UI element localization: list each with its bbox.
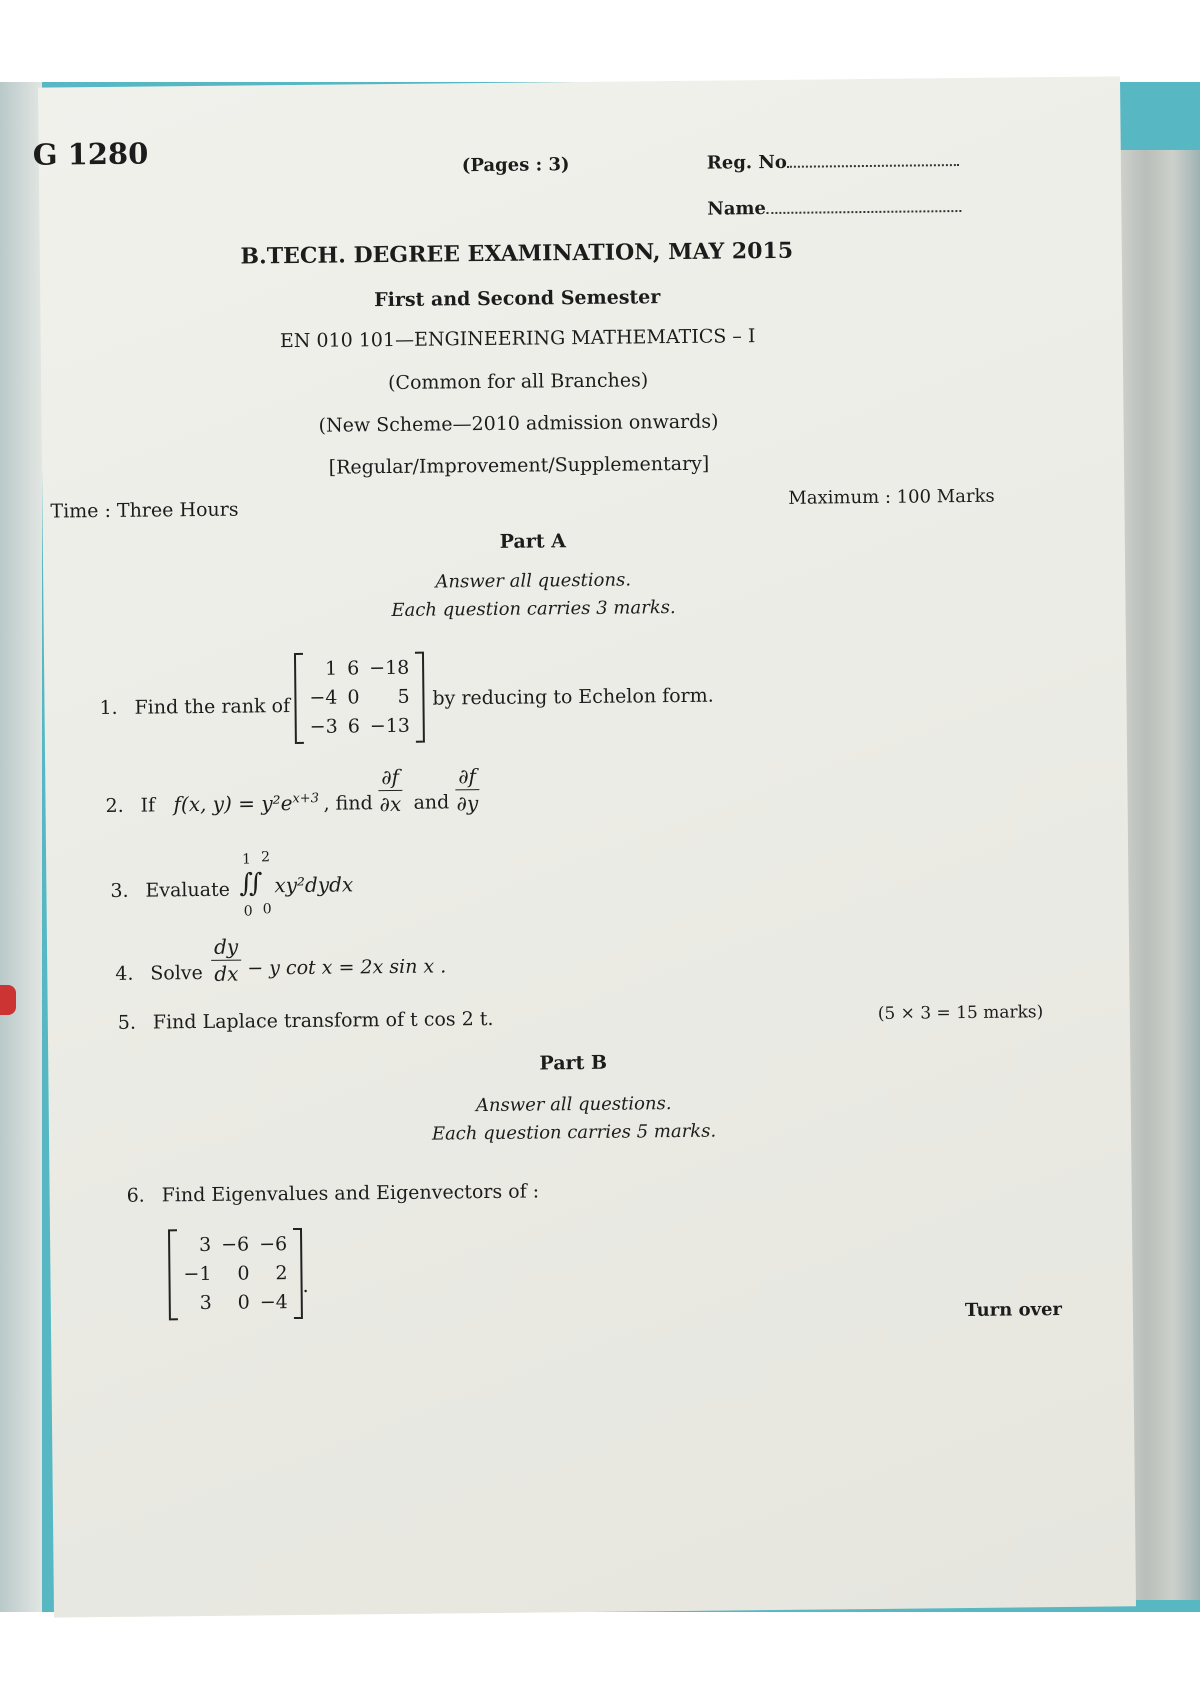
q6-text: Find Eigenvalues and Eigenvectors of : — [161, 1180, 540, 1207]
name-label: Name — [707, 198, 767, 220]
course-title: EN 010 101—ENGINEERING MATHEMATICS – I — [279, 325, 756, 353]
q4-equation: − y cot x = 2x sin x . — [247, 955, 447, 980]
part-a-instruction-1: Answer all questions. — [435, 569, 632, 593]
q2-and: and — [413, 791, 450, 814]
red-mark — [0, 985, 16, 1015]
q3-text: Evaluate — [145, 878, 231, 902]
part-b-instruction-2: Each question carries 5 marks. — [431, 1120, 717, 1145]
scheme: (New Scheme—2010 admission onwards) — [318, 410, 719, 437]
q1-matrix-cell: 1 — [324, 657, 338, 680]
q3-upper-2: 2 — [261, 849, 271, 866]
q1-matrix — [294, 652, 425, 744]
time-allowed: Time : Three Hours — [50, 498, 239, 523]
q6-matrix-cell: −4 — [259, 1291, 288, 1314]
q6-matrix-cell: −6 — [221, 1233, 250, 1256]
q2-frac2-den: ∂y — [456, 791, 479, 816]
q1-matrix-cell: 6 — [347, 715, 360, 738]
q4-fraction — [211, 934, 242, 987]
left-page-edge — [0, 82, 42, 1612]
q6-matrix-cell: 0 — [237, 1262, 250, 1285]
q5-number: 5. — [117, 1011, 137, 1034]
q4-number: 4. — [115, 962, 134, 985]
q2-text-if: If — [140, 794, 156, 817]
q6-matrix-cell: 3 — [199, 1291, 212, 1315]
turn-over: Turn over — [964, 1299, 1063, 1322]
q1-matrix-cell: 5 — [397, 685, 410, 708]
exam-paper — [32, 76, 1136, 1617]
q1-matrix-cell: −3 — [309, 715, 338, 738]
q6-matrix-cell: 2 — [275, 1262, 288, 1285]
q1-matrix-cell: 0 — [347, 686, 360, 709]
q2-fraction-y — [455, 763, 479, 816]
q2-number: 2. — [105, 794, 124, 817]
q3-upper-1: 1 — [242, 851, 252, 868]
q1-text-after: by reducing to Echelon form. — [432, 684, 714, 710]
part-a-title: Part A — [499, 530, 567, 553]
q1-matrix-cell: 6 — [347, 657, 360, 680]
q2-frac1-num: ∂f — [378, 764, 402, 791]
paper-code: G 1280 — [32, 136, 149, 172]
semester: First and Second Semester — [374, 286, 661, 312]
q2-function — [173, 791, 319, 817]
q2-frac2-num: ∂f — [455, 763, 479, 790]
q6-matrix-cell: 3 — [198, 1233, 212, 1257]
q3-lower-2: 0 — [262, 901, 272, 918]
part-b-instruction-1: Answer all questions. — [475, 1093, 672, 1117]
exam-type: [Regular/Improvement/Supplementary] — [328, 452, 710, 479]
part-a-instruction-2: Each question carries 3 marks. — [391, 597, 676, 621]
q5-text: Find Laplace transform of t cos 2 t. — [152, 1007, 494, 1034]
q2-frac1-den: ∂x — [379, 791, 402, 817]
q2-exponent: x+3 — [292, 791, 320, 807]
q3-lower-1: 0 — [243, 903, 253, 920]
q1-matrix-cell: −18 — [369, 656, 410, 680]
name-field — [707, 196, 961, 220]
exam-title: B.TECH. DEGREE EXAMINATION, MAY 2015 — [240, 237, 794, 270]
q3-integral-signs: ∫∫ — [239, 868, 259, 899]
reg-no-field — [707, 150, 959, 174]
q4-frac-num: dy — [211, 934, 241, 961]
q2-find: , find — [323, 792, 373, 815]
q4-text: Solve — [150, 961, 203, 985]
part-b-title: Part B — [539, 1051, 608, 1075]
q6-period: . — [302, 1274, 309, 1297]
q1-matrix-cell: −4 — [309, 686, 338, 709]
q1-matrix-cell: −13 — [369, 714, 411, 738]
q6-matrix-cell: 0 — [237, 1291, 250, 1314]
q3-number: 3. — [110, 879, 129, 902]
q4-frac-den: dx — [214, 961, 239, 986]
reg-no-label: Reg. No — [706, 151, 787, 174]
common-branches: (Common for all Branches) — [387, 369, 649, 395]
q1-text: Find the rank of — [134, 695, 291, 719]
q2-function-base: f(x, y) = y²e — [173, 791, 293, 817]
pages-count: (Pages : 3) — [461, 154, 570, 177]
maximum-marks: Maximum : 100 Marks — [788, 485, 995, 509]
q2-fraction-x — [378, 764, 402, 817]
q6-matrix-cell: −6 — [259, 1233, 288, 1256]
part-a-marks: (5 × 3 = 15 marks) — [877, 1002, 1044, 1024]
q1-number: 1. — [99, 696, 118, 720]
q3-integrand: xy²dydx — [274, 872, 354, 898]
q6-matrix-cell: −1 — [183, 1262, 212, 1286]
q6-matrix — [168, 1228, 303, 1320]
q6-number: 6. — [126, 1184, 145, 1207]
